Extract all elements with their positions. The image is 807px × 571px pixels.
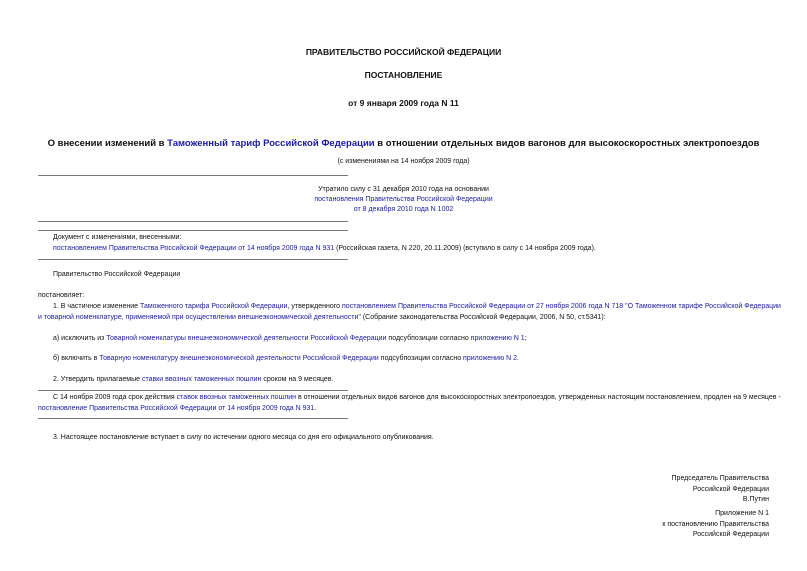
amendments-link[interactable]: постановлением Правительства Российской Федерации от 14 ноября 2009 года N 931 (53, 244, 335, 252)
appendix-line1: Приложение N 1 (715, 510, 769, 517)
pb-text-b: подсубпозиции согласно (378, 355, 464, 362)
pa-text-c: ; (524, 335, 527, 342)
signature-country: Российской Федерации (692, 485, 769, 493)
p1-text-c: (Собрание законодательства Российской Федерации, 2006, N 50, ст.5341): (360, 313, 606, 321)
signature-title: Председатель Правительства (671, 475, 769, 482)
pa-text-b: подсубпозиции согласно (386, 335, 471, 342)
pb-link-appendix-2[interactable]: приложению N 2 (463, 355, 518, 362)
expired-link-2[interactable]: от 8 декабря 2010 года N 1002 (353, 206, 454, 213)
signature-block (672, 474, 769, 506)
extension-note (38, 393, 783, 414)
signature-name: В.Путин (742, 496, 769, 503)
p1-link-tariff[interactable]: Таможенного тарифа Российской Федерации (140, 303, 288, 310)
expired-link-1[interactable]: постановления Правительства Российской Федерации (314, 196, 493, 203)
p1-link-resolution[interactable]: постановлением Правительства Российской Федерации от 27 ноября 2006 года N 718 "О Таможенном тарифе Российской Федерации и товарной номенклатуре, применяемой при осуществлении внешнеэкономической деятельности" (38, 303, 781, 321)
header-date: от 9 января 2009 года N 11 (348, 98, 459, 108)
expired-notice (0, 185, 807, 215)
p1-text-b: , утвержденного (287, 303, 343, 310)
appendix-heading (662, 509, 769, 541)
p2-text-a: 2. Утвердить прилагаемые (53, 376, 142, 383)
paragraph-1 (38, 302, 783, 323)
note-link-resolution[interactable]: постановление Правительства Российской Федерации от 14 ноября 2009 года N 931 (38, 404, 315, 412)
gov-line: Правительство Российской Федерации (53, 271, 181, 278)
p2-text-b: сроком на 9 месяцев. (261, 376, 334, 383)
note-text-b: в отношении отдельных видов вагонов для высокоскоростных электропоездов, утвержденных настоящим постановлением, продлен на 9 месяцев - (296, 394, 781, 401)
appendix-line3: Российской Федерации (692, 531, 769, 538)
pb-text-c: . (517, 355, 519, 362)
pa-link-nomenclature[interactable]: Товарной номенклатуры внешнеэкономической деятельности Российской Федерации (106, 335, 387, 342)
paragraph-a (53, 334, 798, 345)
pb-link-nomenclature[interactable]: Товарную номенклатуру внешнеэкономической деятельности Российской Федерации (99, 355, 379, 362)
paragraph-2 (53, 375, 798, 386)
pa-link-appendix-1[interactable]: приложению N 1 (470, 335, 525, 342)
divider (38, 221, 348, 222)
pa-text-a: а) исключить из (53, 335, 107, 342)
p1-text-a: 1. В частичное изменение (53, 303, 140, 310)
document-title (0, 138, 807, 149)
note-link-rates[interactable]: ставок ввозных таможенных пошлин (176, 394, 297, 401)
resolves-line: постановляет: (38, 292, 85, 299)
divider (38, 259, 348, 260)
note-text-c: . (314, 404, 317, 412)
expired-line1: Утратило силу с 31 декабря 2010 года на основании (318, 186, 489, 193)
appendix-line2: к постановлению Правительства (662, 520, 769, 528)
pb-text-a: б) включить в (53, 355, 100, 362)
divider (38, 390, 348, 391)
header-doc-type: ПОСТАНОВЛЕНИЕ (364, 70, 443, 80)
p2-link-rates[interactable]: ставки ввозных таможенных пошлин (141, 376, 262, 383)
amendments-intro: Документ с изменениями, внесенными: (53, 234, 182, 241)
divider (38, 175, 348, 176)
amendments-block (53, 233, 783, 254)
divider (38, 418, 348, 419)
title-link[interactable]: Таможенный тариф Российской Федерации (167, 138, 375, 149)
divider (38, 230, 348, 231)
note-text-a: С 14 ноября 2009 года срок действия (53, 394, 177, 401)
paragraph-b (53, 354, 798, 365)
revision-note: (с изменениями на 14 ноября 2009 года) (337, 158, 470, 165)
header-org: ПРАВИТЕЛЬСТВО РОССИЙСКОЙ ФЕДЕРАЦИИ (305, 47, 502, 57)
amendments-tail: (Российская газета, N 220, 20.11.2009) (вступило в силу с 14 ноября 2009 года). (334, 244, 596, 252)
title-after: в отношении отдельных видов вагонов для высокоскоростных электропоездов (374, 138, 760, 149)
title-before: О внесении изменений в (47, 138, 168, 149)
paragraph-3: 3. Настоящее постановление вступает в силу по истечении одного месяца со дня его официального опубликования. (53, 434, 434, 441)
